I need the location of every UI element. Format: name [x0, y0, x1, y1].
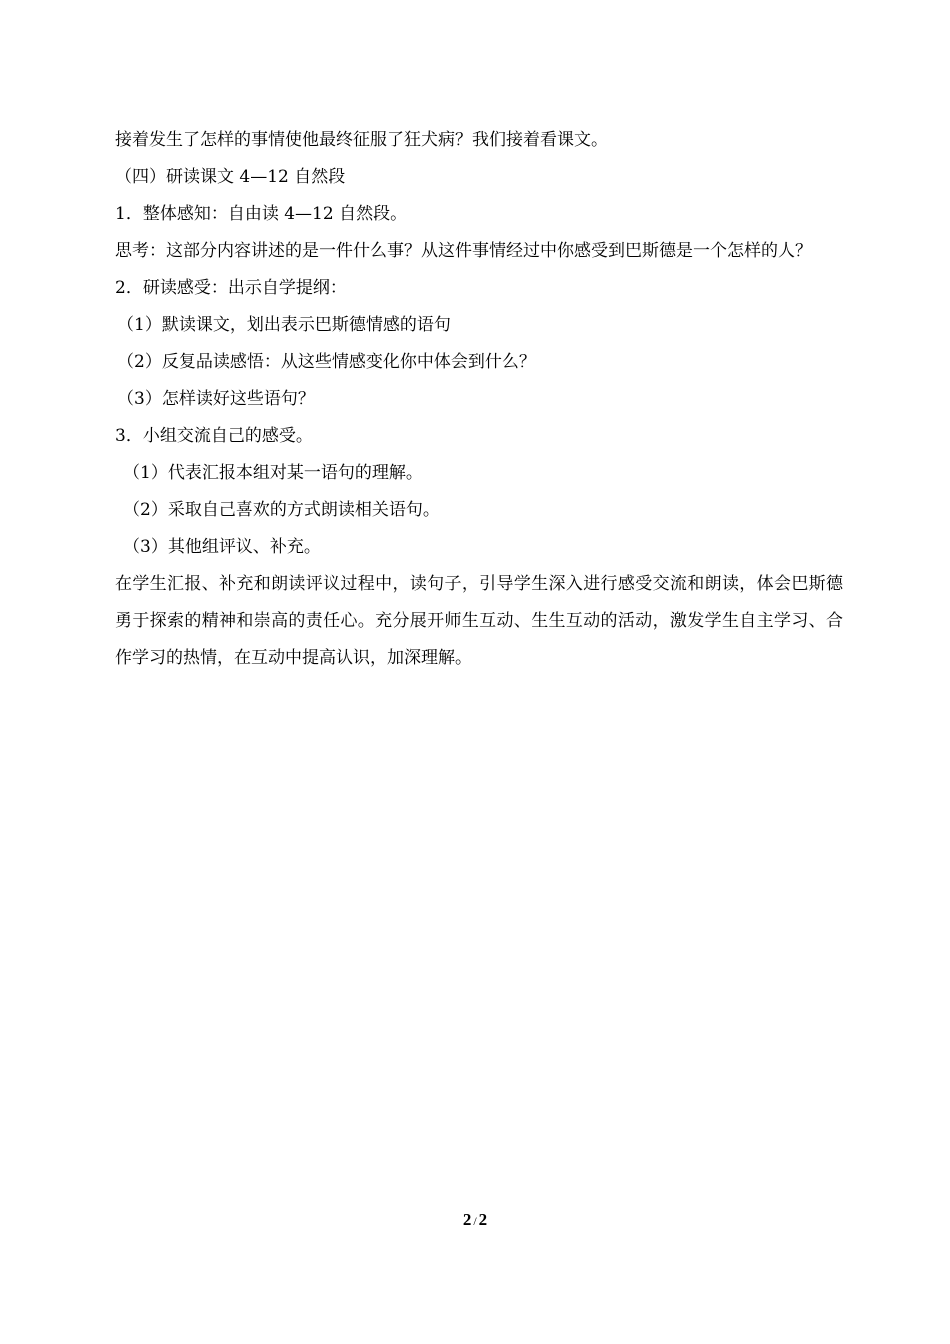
outline-item-2: （2）反复品读感悟：从这些情感变化你中体会到什么？ — [117, 352, 536, 372]
group-item-1: （1）代表汇报本组对某一语句的理解。 — [123, 463, 423, 483]
step-3-heading: 3．小组交流自己的感受。 — [115, 426, 313, 446]
total-pages-number: 2 — [478, 1210, 488, 1229]
page-separator: / — [473, 1214, 477, 1228]
step-1-heading: 1．整体感知：自由读 4—12 自然段。 — [115, 204, 408, 224]
text-line-intro: 接着发生了怎样的事情使他最终征服了狂犬病？我们接着看课文。 — [115, 130, 608, 150]
closing-paragraph: 在学生汇报、补充和朗读评议过程中，读句子，引导学生深入进行感受交流和朗读，体会巴斯德勇于探索的精神和崇高的责任心。充分展开师生互动、生生互动的活动，激发学生自主学习、合作学习的热情，在互动中提高认识，加深理解。 — [115, 574, 843, 668]
outline-item-1: （1）默读课文，划出表示巴斯德情感的语句 — [117, 315, 451, 335]
current-page-number: 2 — [462, 1210, 472, 1229]
outline-item-3: （3）怎样读好这些语句？ — [117, 389, 315, 409]
step-2-heading: 2．研读感受：出示自学提纲： — [115, 278, 347, 298]
group-item-3: （3）其他组评议、补充。 — [123, 537, 321, 557]
section-heading: （四）研读课文 4—12 自然段 — [115, 167, 346, 187]
thinking-question: 思考：这部分内容讲述的是一件什么事？从这件事情经过中你感受到巴斯德是一个怎样的人？ — [115, 241, 812, 261]
group-item-2: （2）采取自己喜欢的方式朗读相关语句。 — [123, 500, 440, 520]
document-body — [115, 122, 843, 677]
page-number — [0, 1208, 950, 1233]
